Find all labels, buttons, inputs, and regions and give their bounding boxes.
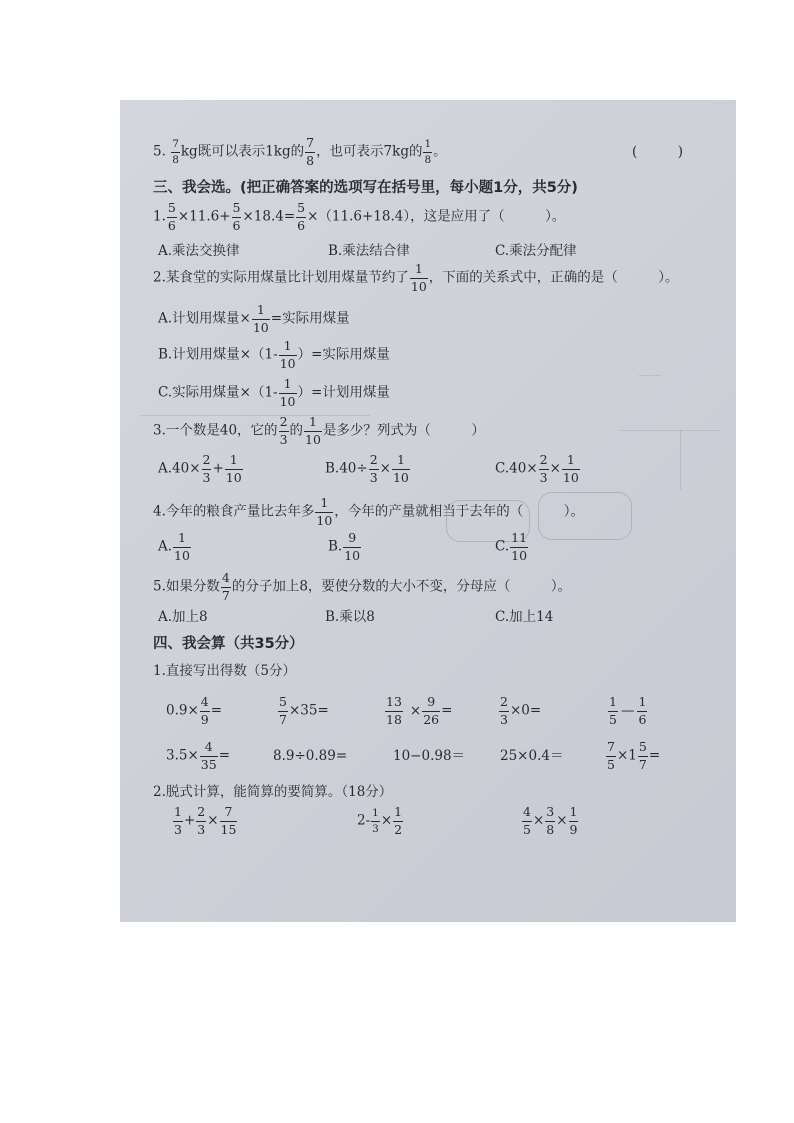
fraction: $\frac{5}{7}$ <box>638 739 647 772</box>
fraction: $\frac{2}{3}$ <box>539 452 548 485</box>
option-b: B.40÷ $\frac{2}{3}$ × $\frac{1}{10}$ <box>325 452 409 485</box>
oral-calc-item: 10−0.98＝ <box>393 748 466 764</box>
option-a: A.计划用煤量× $\frac{1}{10}$ =实际用煤量 <box>158 302 350 335</box>
fraction: $\frac{2}{3}$ <box>202 452 211 485</box>
oral-calc-item: 3.5× $\frac{4}{35}$ = <box>166 739 230 772</box>
fraction: $\frac{2}{3}$ <box>197 804 206 837</box>
option-b: B.乘法结合律 <box>328 243 410 259</box>
choice-question-4: 4.今年的粮食产量比去年多 $\frac{1}{10}$ ，今年的产量就相当于去年的（ ）。 <box>153 495 585 528</box>
option-a: A.加上8 <box>158 609 208 625</box>
fraction: $\frac{1}{9}$ <box>569 804 578 837</box>
subsection-title: 2.脱式计算，能简算的要简算。（18分） <box>153 784 393 800</box>
step-calc-item: $\frac{1}{3}$ + $\frac{2}{3}$ × $\frac{7}{15}$ <box>174 804 237 837</box>
option-b: B. $\frac{9}{10}$ <box>328 530 361 563</box>
fraction: $\frac{1}{8}$ <box>424 138 432 166</box>
fraction: $\frac{5}{7}$ <box>279 694 287 727</box>
choice-question-1: 1. $\frac{5}{6}$ ×11.6+ $\frac{5}{6}$ ×18.4= $\frac{5}{6}$ ×（11.6+18.4），这是应用了（ ）。 <box>153 200 566 233</box>
fraction: $\frac{1}{10}$ <box>279 376 296 409</box>
question-text: kg既可以表示1kg的 <box>180 143 305 160</box>
oral-calc-item: $\frac{1}{5}$ — $\frac{1}{6}$ <box>609 694 647 727</box>
choice-question-5: 5.如果分数 $\frac{4}{7}$ 的分子加上8，要使分数的大小不变，分母应（ ）。 <box>153 570 572 603</box>
fraction: $\frac{7}{8}$ <box>172 138 179 166</box>
subsection-title: 1.直接写出得数（5分） <box>153 663 296 679</box>
fraction: $\frac{2}{3}$ <box>279 414 288 447</box>
step-calc-item: 2- $\frac{1}{3}$ × $\frac{1}{2}$ <box>357 804 403 837</box>
fraction: $\frac{1}{2}$ <box>394 804 403 837</box>
fraction: $\frac{9}{10}$ <box>344 530 361 563</box>
option-b: B.乘以8 <box>325 609 375 625</box>
judge-question-5 <box>153 137 447 167</box>
photographed-worksheet <box>120 100 736 922</box>
fraction: $\frac{4}{7}$ <box>221 570 230 603</box>
bleed-through-mark <box>680 430 681 490</box>
fraction: $\frac{1}{10}$ <box>305 414 321 447</box>
option-c: C.40× $\frac{2}{3}$ × $\frac{1}{10}$ <box>495 452 579 485</box>
fraction: $\frac{5}{6}$ <box>297 200 306 233</box>
oral-calc-item: 0.9× $\frac{4}{9}$ = <box>166 694 223 727</box>
fraction: $\frac{1}{10}$ <box>410 261 427 294</box>
fraction: $\frac{1}{10}$ <box>252 302 269 335</box>
fraction: $\frac{1}{6}$ <box>638 694 647 727</box>
option-c: C.乘法分配律 <box>495 243 577 259</box>
step-calc-item: $\frac{4}{5}$ × $\frac{3}{8}$ × $\frac{1}{9}$ <box>523 804 578 837</box>
option-a: A.乘法交换律 <box>158 243 240 259</box>
choice-question-3: 3.一个数是40，它的 $\frac{2}{3}$ 的 $\frac{1}{10}$ 是多少？列式为（ ） <box>153 414 485 447</box>
fraction: $\frac{4}{35}$ <box>200 739 217 772</box>
section-title: 四、我会算（共35分） <box>153 636 304 652</box>
fraction: $\frac{1}{10}$ <box>174 530 190 563</box>
option-c: C.实际用煤量×（1- $\frac{1}{10}$ ）=计划用煤量 <box>158 376 390 409</box>
oral-calc-item: $\frac{2}{3}$ ×0= <box>500 694 542 727</box>
bleed-through-mark <box>620 430 720 431</box>
fraction: $\frac{3}{8}$ <box>546 804 555 837</box>
oral-calc-item: 25×0.4＝ <box>500 748 564 764</box>
option-c: C. $\frac{11}{10}$ <box>495 530 528 563</box>
fraction: $\frac{1}{3}$ <box>174 804 182 837</box>
option-a: A. $\frac{1}{10}$ <box>158 530 190 563</box>
oral-calc-item: $\frac{5}{7}$ ×35= <box>279 694 329 727</box>
answer-parentheses: ( ) <box>632 144 684 160</box>
fraction: $\frac{2}{3}$ <box>500 694 508 727</box>
choice-question-2: 2.某食堂的实际用煤量比计划用煤量节约了 $\frac{1}{10}$ ，下面的关系式中，正确的是（ ）。 <box>153 261 679 294</box>
fraction: $\frac{7}{15}$ <box>220 804 237 837</box>
option-a: A.40× $\frac{2}{3}$ + $\frac{1}{10}$ <box>158 452 242 485</box>
oral-calc-item: 8.9÷0.89= <box>273 748 348 764</box>
fraction: $\frac{7}{5}$ <box>607 739 615 772</box>
fraction: $\frac{4}{9}$ <box>200 694 209 727</box>
fraction: $\frac{11}{10}$ <box>511 530 528 563</box>
question-text: ，也可表示7kg的 <box>316 143 423 160</box>
fraction: $\frac{13}{18}$ <box>386 694 402 727</box>
fraction: $\frac{1}{10}$ <box>562 452 579 485</box>
fraction: $\frac{1}{3}$ <box>372 807 379 835</box>
fraction: $\frac{5}{6}$ <box>167 200 176 233</box>
fraction: $\frac{1}{10}$ <box>279 338 296 371</box>
section-title: 三、我会选。(把正确答案的选项写在括号里，每小题1分，共5分) <box>153 180 578 196</box>
oral-calc-item: $\frac{7}{5}$ ×1 $\frac{5}{7}$ = <box>607 739 661 772</box>
question-number: 5. <box>153 143 166 160</box>
fraction: $\frac{2}{3}$ <box>369 452 378 485</box>
oral-calc-item: $\frac{13}{18}$ × $\frac{9}{26}$ = <box>386 694 453 727</box>
bleed-through-mark: —— <box>638 368 662 382</box>
question-text: 。 <box>433 143 447 160</box>
fraction: $\frac{1}{10}$ <box>392 452 409 485</box>
fraction: $\frac{9}{26}$ <box>423 694 440 727</box>
option-c: C.加上14 <box>495 609 554 625</box>
option-b: B.计划用煤量×（1- $\frac{1}{10}$ ）=实际用煤量 <box>158 338 390 371</box>
fraction: $\frac{1}{5}$ <box>609 694 617 727</box>
fraction: $\frac{5}{6}$ <box>232 200 241 233</box>
fraction: $\frac{1}{10}$ <box>316 495 333 528</box>
fraction: $\frac{7}{8}$ <box>306 135 315 168</box>
fraction: $\frac{1}{10}$ <box>225 452 242 485</box>
fraction: $\frac{4}{5}$ <box>523 804 531 837</box>
